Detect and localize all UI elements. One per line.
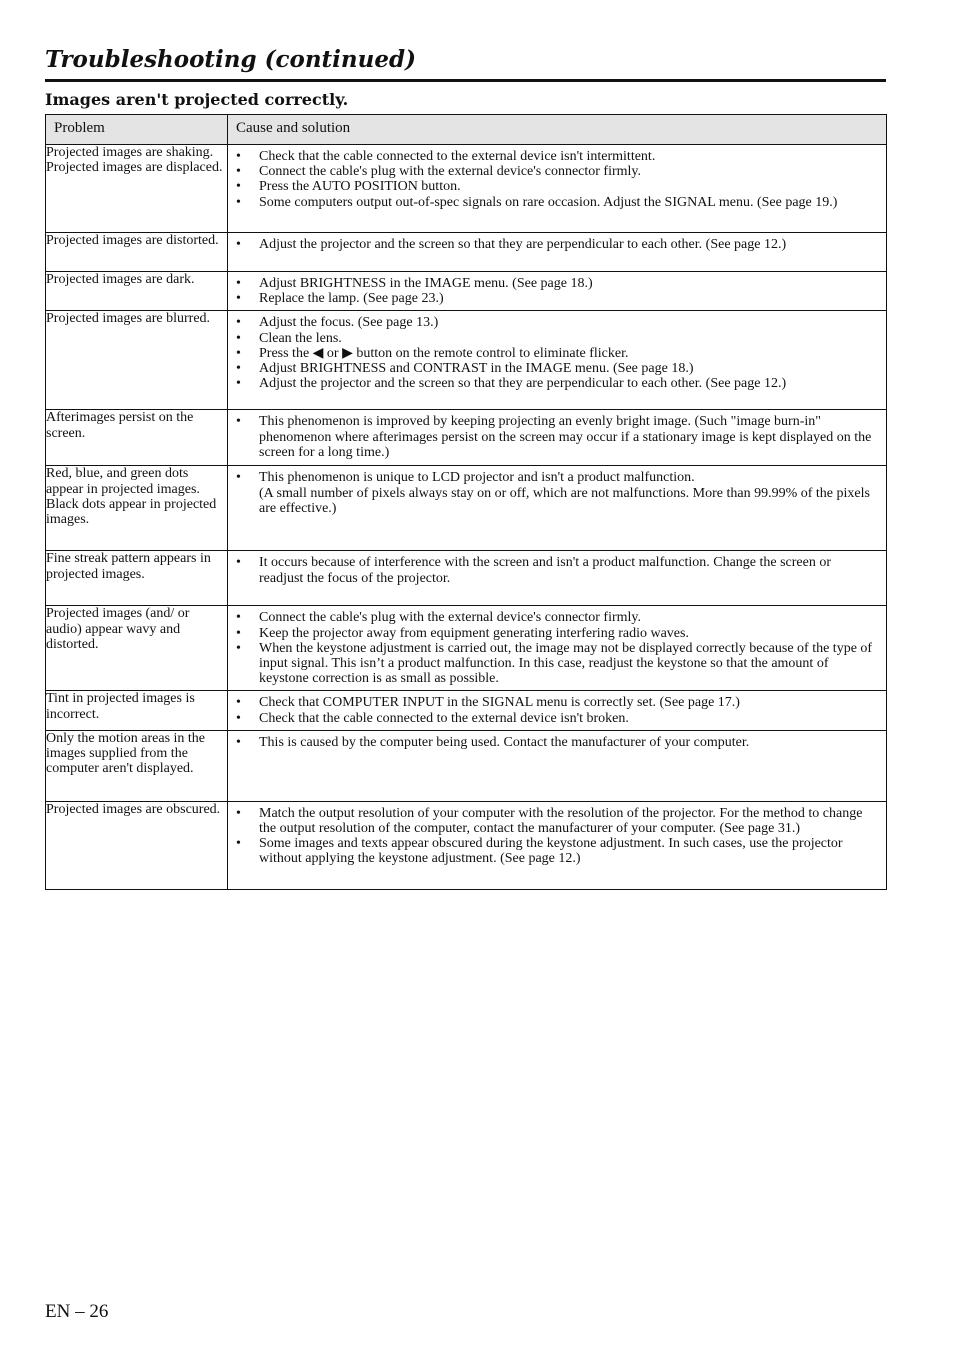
solution-item: • Adjust the projector and the screen so that they are perpendicular to each other. (See page 12.) xyxy=(236,376,878,391)
table-row xyxy=(46,272,887,311)
solution-list xyxy=(228,551,886,589)
solution-item: • Connect the cable's plug with the external device's connector firmly. xyxy=(236,164,878,179)
solution-item: • This phenomenon is improved by keeping projecting an evenly bright image. (Such "image burn-in" phenomenon where afterimages persist on the screen may occur if a stationary image is kept displayed on the screen for a long time.) xyxy=(236,414,878,460)
table-row xyxy=(46,606,887,691)
solution-list xyxy=(228,731,886,754)
problem-cell xyxy=(46,410,228,466)
page-number: EN – 26 xyxy=(45,1301,109,1322)
solution-cell xyxy=(228,691,887,730)
problem-cell xyxy=(46,311,228,410)
solution-item: • Check that COMPUTER INPUT in the SIGNAL menu is correctly set. (See page 17.) xyxy=(236,695,878,710)
solution-item: • It occurs because of interference with the screen and isn't a product malfunction. Change the screen or readjust the focus of the projector. xyxy=(236,555,878,585)
solution-list xyxy=(228,311,886,395)
problem-text: Only the motion areas in the images supplied from the computer aren't displayed. xyxy=(46,730,206,777)
table-row xyxy=(46,801,887,889)
solution-list xyxy=(228,606,886,690)
solution-item: • Adjust the focus. (See page 13.) xyxy=(236,315,878,330)
solution-list xyxy=(228,272,886,310)
problem-text: Fine streak pattern appears in projected images. xyxy=(46,551,211,582)
solution-item: • Press the ◀ or ▶ button on the remote control to eliminate flicker. xyxy=(236,346,878,361)
solution-cell xyxy=(228,311,887,410)
problem-cell xyxy=(46,691,228,730)
solution-item: • Clean the lens. xyxy=(236,331,878,346)
solution-cell xyxy=(228,410,887,466)
section-heading: Images aren't projected correctly. xyxy=(45,90,349,109)
solution-list xyxy=(228,145,886,214)
solution-cell xyxy=(228,233,887,272)
solution-item: • When the keystone adjustment is carried out, the image may not be displayed correctly because of the type of input signal. This isn’t a product malfunction. In this case, readjust the keystone so that the amount of keystone correction is as small as possible. xyxy=(236,641,878,687)
problem-text: Projected images are dark. xyxy=(46,272,195,287)
solution-item: • Some computers output out-of-spec signals on rare occasion. Adjust the SIGNAL menu. (See page 19.) xyxy=(236,195,878,210)
solution-item: • This is caused by the computer being used. Contact the manufacturer of your computer. xyxy=(236,735,878,750)
page-title: Troubleshooting (continued) xyxy=(45,46,416,73)
solution-cell xyxy=(228,551,887,606)
problem-cell xyxy=(46,272,228,311)
problem-text: Red, blue, and green dots appear in projected images. xyxy=(46,466,200,497)
solution-item: • Keep the projector away from equipment generating interfering radio waves. xyxy=(236,626,878,641)
solution-cell xyxy=(228,272,887,311)
table-row xyxy=(46,551,887,606)
solution-item xyxy=(236,470,878,516)
problem-text: Black dots appear in projected images. xyxy=(46,496,217,528)
solution-list xyxy=(228,691,886,729)
solution-item: • Adjust the projector and the screen so that they are perpendicular to each other. (See page 12.) xyxy=(236,237,878,252)
solution-item: • Press the AUTO POSITION button. xyxy=(236,179,878,194)
table-row xyxy=(46,691,887,730)
problem-column-header: Problem xyxy=(46,115,228,145)
problem-text: Projected images are displaced. xyxy=(46,160,223,176)
solution-item: • Adjust BRIGHTNESS and CONTRAST in the IMAGE menu. (See page 18.) xyxy=(236,361,878,376)
table-header-row xyxy=(46,115,887,145)
solution-item: • Match the output resolution of your computer with the resolution of the projector. For the method to change the output resolution of the computer, contact the manufacturer of your computer. (See page 31.) xyxy=(236,806,878,836)
solution-item: • Replace the lamp. (See page 23.) xyxy=(236,291,878,306)
solution-list xyxy=(228,410,886,464)
problem-text: Projected images are blurred. xyxy=(46,311,211,327)
solution-list xyxy=(228,233,886,256)
problem-text: Projected images (and/ or audio) appear wavy and distorted. xyxy=(46,606,190,652)
table-row xyxy=(46,730,887,801)
table-row xyxy=(46,410,887,466)
solution-cell xyxy=(228,801,887,889)
problem-cell xyxy=(46,801,228,889)
problem-cell xyxy=(46,551,228,606)
solution-cell xyxy=(228,606,887,691)
problem-text: Afterimages persist on the screen. xyxy=(46,410,194,441)
solution-list xyxy=(228,466,886,520)
problem-cell xyxy=(46,145,228,233)
problem-text: Projected images are shaking. xyxy=(46,145,214,160)
table-row xyxy=(46,466,887,551)
solution-item: • Adjust BRIGHTNESS in the IMAGE menu. (See page 18.) xyxy=(236,276,878,291)
solution-item: • Some images and texts appear obscured during the keystone adjustment. In such cases, use the projector without applying the keystone adjustment. (See page 12.) xyxy=(236,836,878,866)
table-row xyxy=(46,145,887,233)
problem-cell xyxy=(46,730,228,801)
solution-item: • Connect the cable's plug with the external device's connector firmly. xyxy=(236,610,878,625)
solution-column-header: Cause and solution xyxy=(228,115,887,145)
problem-text: Projected images are distorted. xyxy=(46,233,219,248)
solution-continuation: (A small number of pixels always stay on or off, which are not malfunctions. More than 99.99% of the pixels are effective.) xyxy=(259,485,870,516)
table-row xyxy=(46,233,887,272)
solution-item: • Check that the cable connected to the external device isn't intermittent. xyxy=(236,149,878,164)
problem-cell xyxy=(46,606,228,691)
problem-cell xyxy=(46,466,228,551)
solution-list xyxy=(228,802,886,871)
solution-cell xyxy=(228,730,887,801)
solution-item: • Check that the cable connected to the external device isn't broken. xyxy=(236,711,878,726)
title-divider xyxy=(45,79,886,82)
problem-text: Tint in projected images is incorrect. xyxy=(46,691,195,722)
solution-cell xyxy=(228,145,887,233)
troubleshooting-table xyxy=(45,114,887,890)
table-row xyxy=(46,311,887,410)
solution-cell xyxy=(228,466,887,551)
solution-text: This phenomenon is unique to LCD projector and isn't a product malfunction. xyxy=(259,470,695,486)
problem-cell xyxy=(46,233,228,272)
problem-text: Projected images are obscured. xyxy=(46,801,221,817)
